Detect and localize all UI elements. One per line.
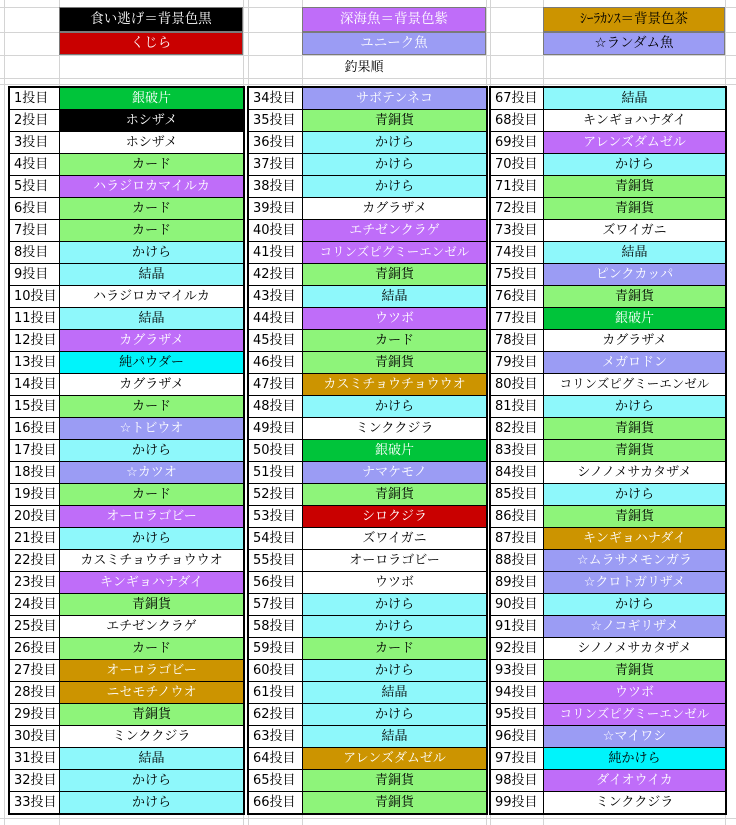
throw-number: 31投目 [9,747,60,770]
catch-item: コリンズピグミーエンゼル [543,703,726,726]
catch-item: サボテンネコ [302,87,487,110]
catch-item: ウツボ [302,307,487,330]
catch-item: かけら [302,395,487,418]
throw-number: 70投目 [490,153,544,176]
catch-item: 青銅貨 [302,263,487,286]
throw-number: 76投目 [490,285,544,308]
throw-number: 56投目 [248,571,303,594]
catch-item: ウツボ [302,571,487,594]
throw-number: 99投目 [490,791,544,814]
throw-number: 44投目 [248,307,303,330]
catch-item: ☆カツオ [59,461,244,484]
throw-number: 18投目 [9,461,60,484]
catch-item: 銀破片 [59,87,244,110]
throw-number: 69投目 [490,131,544,154]
throw-number: 16投目 [9,417,60,440]
catch-item: 結晶 [302,285,487,308]
throw-number: 65投目 [248,769,303,792]
throw-number: 24投目 [9,593,60,616]
catch-item: かけら [302,131,487,154]
catch-item: 結晶 [59,747,244,770]
throw-number: 58投目 [248,615,303,638]
catch-item: ピンクカッパ [543,263,726,286]
throw-number: 87投目 [490,527,544,550]
throw-number: 93投目 [490,659,544,682]
catch-item: 結晶 [543,241,726,264]
catch-item: エチゼンクラゲ [59,615,244,638]
throw-number: 11投目 [9,307,60,330]
throw-number: 13投目 [9,351,60,374]
throw-number: 47投目 [248,373,303,396]
catch-item: かけら [59,439,244,462]
catch-item: ウツボ [543,681,726,704]
throw-number: 68投目 [490,109,544,132]
catch-item: ☆ノコギリザメ [543,615,726,638]
catch-item: オーロラゴビー [302,549,487,572]
catch-item: カード [302,637,487,660]
catch-item: 青銅貨 [302,791,487,814]
catch-item: 青銅貨 [59,593,244,616]
catch-item: キンギョハナダイ [543,527,726,550]
catch-item: カグラザメ [59,329,244,352]
catch-item: かけら [302,703,487,726]
catch-item: かけら [59,241,244,264]
throw-number: 82投目 [490,417,544,440]
legend-random-fish: ☆ランダム魚 [543,32,725,55]
throw-number: 1投目 [9,87,60,110]
throw-number: 7投目 [9,219,60,242]
throw-number: 95投目 [490,703,544,726]
catch-item: カード [59,483,244,506]
throw-number: 81投目 [490,395,544,418]
catch-item: 青銅貨 [543,197,726,220]
throw-number: 43投目 [248,285,303,308]
throw-number: 42投目 [248,263,303,286]
catch-item: かけら [59,791,244,814]
throw-number: 46投目 [248,351,303,374]
catch-item: 結晶 [59,263,244,286]
catch-item: かけら [543,593,726,616]
throw-number: 85投目 [490,483,544,506]
catch-item: エチゼンクラゲ [302,219,487,242]
throw-number: 61投目 [248,681,303,704]
catch-item: キンギョハナダイ [59,571,244,594]
catch-item: キンギョハナダイ [543,109,726,132]
throw-number: 34投目 [248,87,303,110]
throw-number: 50投目 [248,439,303,462]
throw-number: 92投目 [490,637,544,660]
column-block-border [247,86,488,815]
throw-number: 14投目 [9,373,60,396]
throw-number: 27投目 [9,659,60,682]
catch-item: かけら [543,483,726,506]
catch-item: 純パウダー [59,351,244,374]
legend-runaway: 食い逃げ＝背景色黒 [59,7,243,32]
catch-item: かけら [543,395,726,418]
catch-item: カスミチョウチョウウオ [302,373,487,396]
throw-number: 15投目 [9,395,60,418]
catch-item: カード [59,219,244,242]
throw-number: 33投目 [9,791,60,814]
catch-item: かけら [302,153,487,176]
catch-item: カード [59,153,244,176]
catch-item: カード [59,197,244,220]
throw-number: 32投目 [9,769,60,792]
throw-number: 10投目 [9,285,60,308]
catch-item: メガロドン [543,351,726,374]
catch-item: ☆クロトガリザメ [543,571,726,594]
catch-item: 青銅貨 [543,505,726,528]
throw-number: 60投目 [248,659,303,682]
throw-number: 80投目 [490,373,544,396]
catch-item: ミンククジラ [59,725,244,748]
throw-number: 94投目 [490,681,544,704]
throw-number: 67投目 [490,87,544,110]
throw-number: 72投目 [490,197,544,220]
catch-item: 青銅貨 [59,703,244,726]
catch-item: カード [59,637,244,660]
throw-number: 28投目 [9,681,60,704]
catch-item: 青銅貨 [302,109,487,132]
catch-item: ダイオウイカ [543,769,726,792]
throw-number: 59投目 [248,637,303,660]
catch-item: かけら [59,527,244,550]
catch-item: かけら [59,769,244,792]
column-block-border [489,86,727,815]
throw-number: 54投目 [248,527,303,550]
throw-number: 52投目 [248,483,303,506]
catch-item: アレンズダムゼル [302,747,487,770]
catch-item: オーロラゴビー [59,659,244,682]
catch-item: かけら [302,659,487,682]
throw-number: 83投目 [490,439,544,462]
catch-item: シノノメサカタザメ [543,461,726,484]
throw-number: 39投目 [248,197,303,220]
throw-number: 88投目 [490,549,544,572]
throw-number: 5投目 [9,175,60,198]
throw-number: 21投目 [9,527,60,550]
catch-item: カード [302,329,487,352]
catch-item: 結晶 [59,307,244,330]
catch-item: ミンククジラ [543,791,726,814]
throw-number: 53投目 [248,505,303,528]
throw-number: 97投目 [490,747,544,770]
throw-number: 63投目 [248,725,303,748]
legend-coelacanth: ｼｰﾗｶﾝｽ＝背景色茶 [543,7,725,32]
throw-number: 78投目 [490,329,544,352]
catch-item: かけら [302,593,487,616]
throw-number: 62投目 [248,703,303,726]
throw-number: 23投目 [9,571,60,594]
throw-number: 98投目 [490,769,544,792]
throw-number: 57投目 [248,593,303,616]
catch-item: カグラザメ [59,373,244,396]
catch-item: ハラジロカマイルカ [59,285,244,308]
throw-number: 8投目 [9,241,60,264]
throw-number: 26投目 [9,637,60,660]
throw-number: 73投目 [490,219,544,242]
catch-item: ハラジロカマイルカ [59,175,244,198]
throw-number: 84投目 [490,461,544,484]
throw-number: 64投目 [248,747,303,770]
throw-number: 25投目 [9,615,60,638]
throw-number: 96投目 [490,725,544,748]
catch-item: 結晶 [302,681,487,704]
catch-item: 青銅貨 [543,417,726,440]
legend-unique-fish: ユニーク魚 [302,32,486,55]
catch-item: 銀破片 [543,307,726,330]
catch-item: カグラザメ [543,329,726,352]
throw-number: 35投目 [248,109,303,132]
throw-number: 41投目 [248,241,303,264]
catch-item: カード [59,395,244,418]
throw-number: 9投目 [9,263,60,286]
throw-number: 2投目 [9,109,60,132]
catch-item: 結晶 [543,87,726,110]
catch-item: ☆マイワシ [543,725,726,748]
throw-number: 37投目 [248,153,303,176]
throw-number: 55投目 [248,549,303,572]
column-block-border [8,86,245,815]
throw-number: 48投目 [248,395,303,418]
throw-number: 40投目 [248,219,303,242]
legend-deep-sea-fish: 深海魚＝背景色紫 [302,7,486,32]
catch-item: ナマケモノ [302,461,487,484]
throw-number: 29投目 [9,703,60,726]
catch-item: ニセモチノウオ [59,681,244,704]
throw-number: 6投目 [9,197,60,220]
catch-item: アレンズダムゼル [543,131,726,154]
throw-number: 3投目 [9,131,60,154]
throw-number: 36投目 [248,131,303,154]
legend-whale: くじら [59,32,243,55]
catch-item: かけら [543,153,726,176]
catch-item: ズワイガニ [302,527,487,550]
table-title: 釣果順 [344,59,384,75]
catch-item: カスミチョウチョウウオ [59,549,244,572]
throw-number: 77投目 [490,307,544,330]
catch-item: ホシザメ [59,109,244,132]
throw-number: 51投目 [248,461,303,484]
catch-item: オーロラゴビー [59,505,244,528]
catch-item: ズワイガニ [543,219,726,242]
catch-item: 青銅貨 [543,659,726,682]
catch-item: コリンズピグミーエンゼル [543,373,726,396]
throw-number: 79投目 [490,351,544,374]
catch-item: シロクジラ [302,505,487,528]
throw-number: 12投目 [9,329,60,352]
catch-item: ☆トビウオ [59,417,244,440]
throw-number: 19投目 [9,483,60,506]
catch-item: 青銅貨 [302,483,487,506]
throw-number: 4投目 [9,153,60,176]
catch-item: 青銅貨 [543,439,726,462]
throw-number: 71投目 [490,175,544,198]
catch-item: コリンズピグミーエンゼル [302,241,487,264]
throw-number: 74投目 [490,241,544,264]
catch-item: 青銅貨 [302,769,487,792]
throw-number: 90投目 [490,593,544,616]
throw-number: 66投目 [248,791,303,814]
catch-item: かけら [302,175,487,198]
catch-item: 青銅貨 [543,285,726,308]
throw-number: 89投目 [490,571,544,594]
catch-item: ホシザメ [59,131,244,154]
throw-number: 17投目 [9,439,60,462]
throw-number: 45投目 [248,329,303,352]
throw-number: 91投目 [490,615,544,638]
catch-item: カグラザメ [302,197,487,220]
catch-item: 結晶 [302,725,487,748]
throw-number: 20投目 [9,505,60,528]
catch-item: ☆ムラサメモンガラ [543,549,726,572]
catch-item: シノノメサカタザメ [543,637,726,660]
throw-number: 49投目 [248,417,303,440]
throw-number: 38投目 [248,175,303,198]
catch-item: 銀破片 [302,439,487,462]
throw-number: 30投目 [9,725,60,748]
catch-item: 青銅貨 [302,351,487,374]
throw-number: 86投目 [490,505,544,528]
catch-item: ミンククジラ [302,417,487,440]
catch-item: 青銅貨 [543,175,726,198]
throw-number: 75投目 [490,263,544,286]
catch-item: かけら [302,615,487,638]
catch-item: 純かけら [543,747,726,770]
throw-number: 22投目 [9,549,60,572]
